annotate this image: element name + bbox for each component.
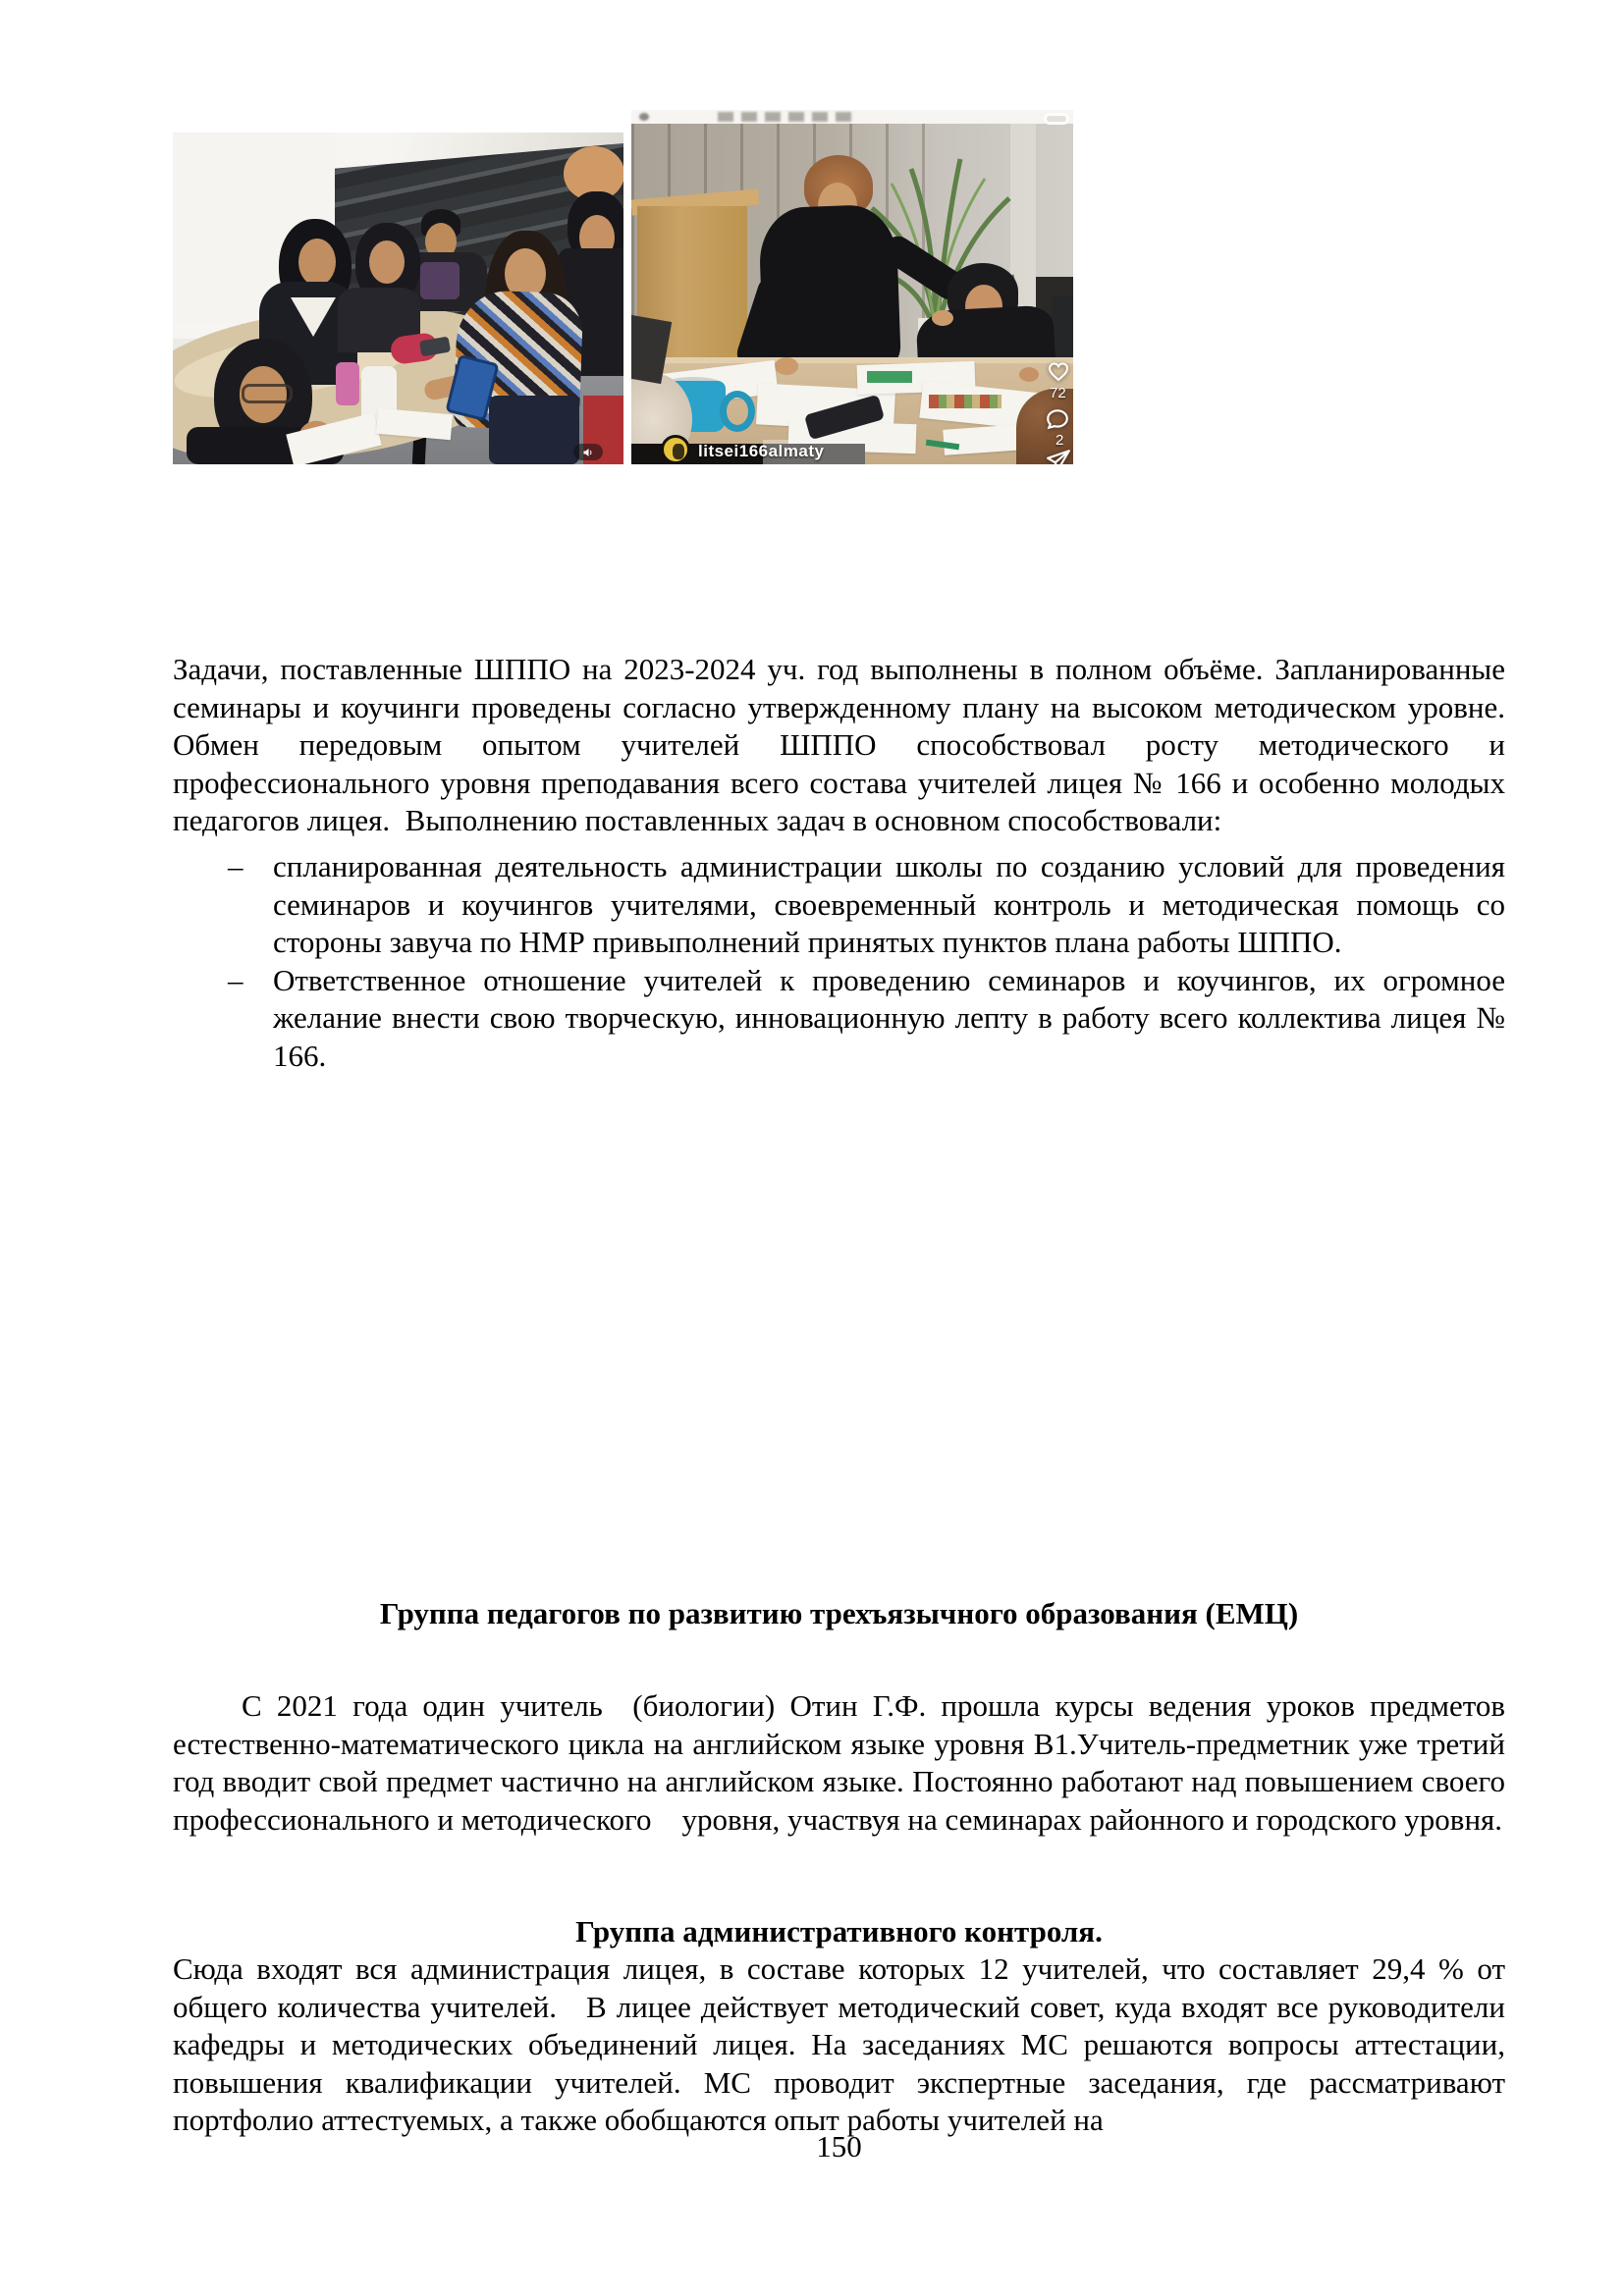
- green-print: [867, 371, 912, 383]
- dash-marker: –: [228, 849, 244, 883]
- table-edge: [631, 357, 1073, 363]
- dash-marker: –: [228, 962, 244, 997]
- glasses: [242, 384, 293, 403]
- heading-admin-group: Группа административного контроля.: [575, 1914, 1103, 1949]
- watermark-text: litsei166almaty: [698, 442, 825, 460]
- list-item: [173, 848, 1505, 962]
- comment-bubble-icon[interactable]: [1045, 406, 1070, 432]
- like-count: 72: [1050, 385, 1066, 401]
- blurred-text: [718, 112, 855, 122]
- list-item-text: спланированная деятельность администрации школы по созданию условий для проведения семинаров и коучингов учителями, своевременный контроль и методическая помощь со стороны завуча по НМР привыполнений принятых пунктов плана работы ШППО.: [273, 849, 1505, 960]
- person: [298, 239, 336, 286]
- page-number: 150: [816, 2129, 862, 2163]
- comment-count: 2: [1056, 432, 1064, 449]
- cup: [336, 362, 359, 405]
- hand: [1019, 367, 1039, 382]
- tshirt-print: [420, 262, 460, 299]
- skirt: [489, 396, 579, 464]
- paragraph-admin: Сюда входят вся администрация лицея, в составе которых 12 учителей, что составляет 29,4 % от общего количества учителей. В лицее действует методический совет, куда входят все руководители кафедры и методических объединений лицея. На заседаниях МС решаются вопросы аттестации, повышения квалификации учителей. МС проводит экспертные заседания, где рассматривают портфолио аттестуемых, а также обобщаются опыт работы учителей на: [173, 1951, 1505, 2138]
- mug-handle: [720, 391, 755, 432]
- paragraph-tasks: Задачи, поставленные ШППО на 2023-2024 уч. год выполнены в полном объёме. Запланированные семинары и коучинги проведены согласно утвержденному плану на высоком методическом уровне. Обмен передовым опытом учителей ШППО способствовал росту методического и профессионального уровня преподавания всего состава учителей лицея № 166 и особенно молодых педагогов лицея. Выполнению поставленных задач в основном способствовали:: [173, 652, 1505, 838]
- heading-trilingual-group: Группа педагогов по развитию трехъязычного образования (ЕМЦ): [379, 1596, 1299, 1630]
- person: [369, 240, 405, 284]
- photo-instagram-video: [631, 110, 1073, 464]
- heart-icon[interactable]: [1046, 359, 1071, 383]
- hand: [932, 310, 953, 326]
- hand: [775, 357, 798, 375]
- blurred-mark: [639, 113, 649, 121]
- speaker-icon: [573, 444, 603, 460]
- send-icon[interactable]: [1045, 448, 1072, 464]
- rounded-button-icon[interactable]: [1044, 113, 1069, 125]
- list-item: [173, 962, 1505, 1076]
- paragraph-trilingual: С 2021 года один учитель (биологии) Отин Г.Ф. прошла курсы ведения уроков предметов естественно-математического цикла на английском языке уровня В1.Учитель-предметник уже третий год вводит свой предмет частично на английском языке. Постоянно работают над повышением своего профессионального и методического уровня, участвуя на семинарах районного и городского уровня.: [173, 1688, 1505, 1837]
- photo-seminar-group: [173, 133, 623, 464]
- list-item-text: Ответственное отношение учителей к проведению семинаров и коучингов, их огромное желание внести свою творческую, инновационную лепту в работу всего коллектива лицея № 166.: [273, 962, 1505, 1073]
- photo-print: [929, 395, 1001, 408]
- bullet-list: [173, 848, 1505, 1076]
- school-logo-badge: [661, 435, 690, 464]
- logo-emblem: [673, 444, 684, 459]
